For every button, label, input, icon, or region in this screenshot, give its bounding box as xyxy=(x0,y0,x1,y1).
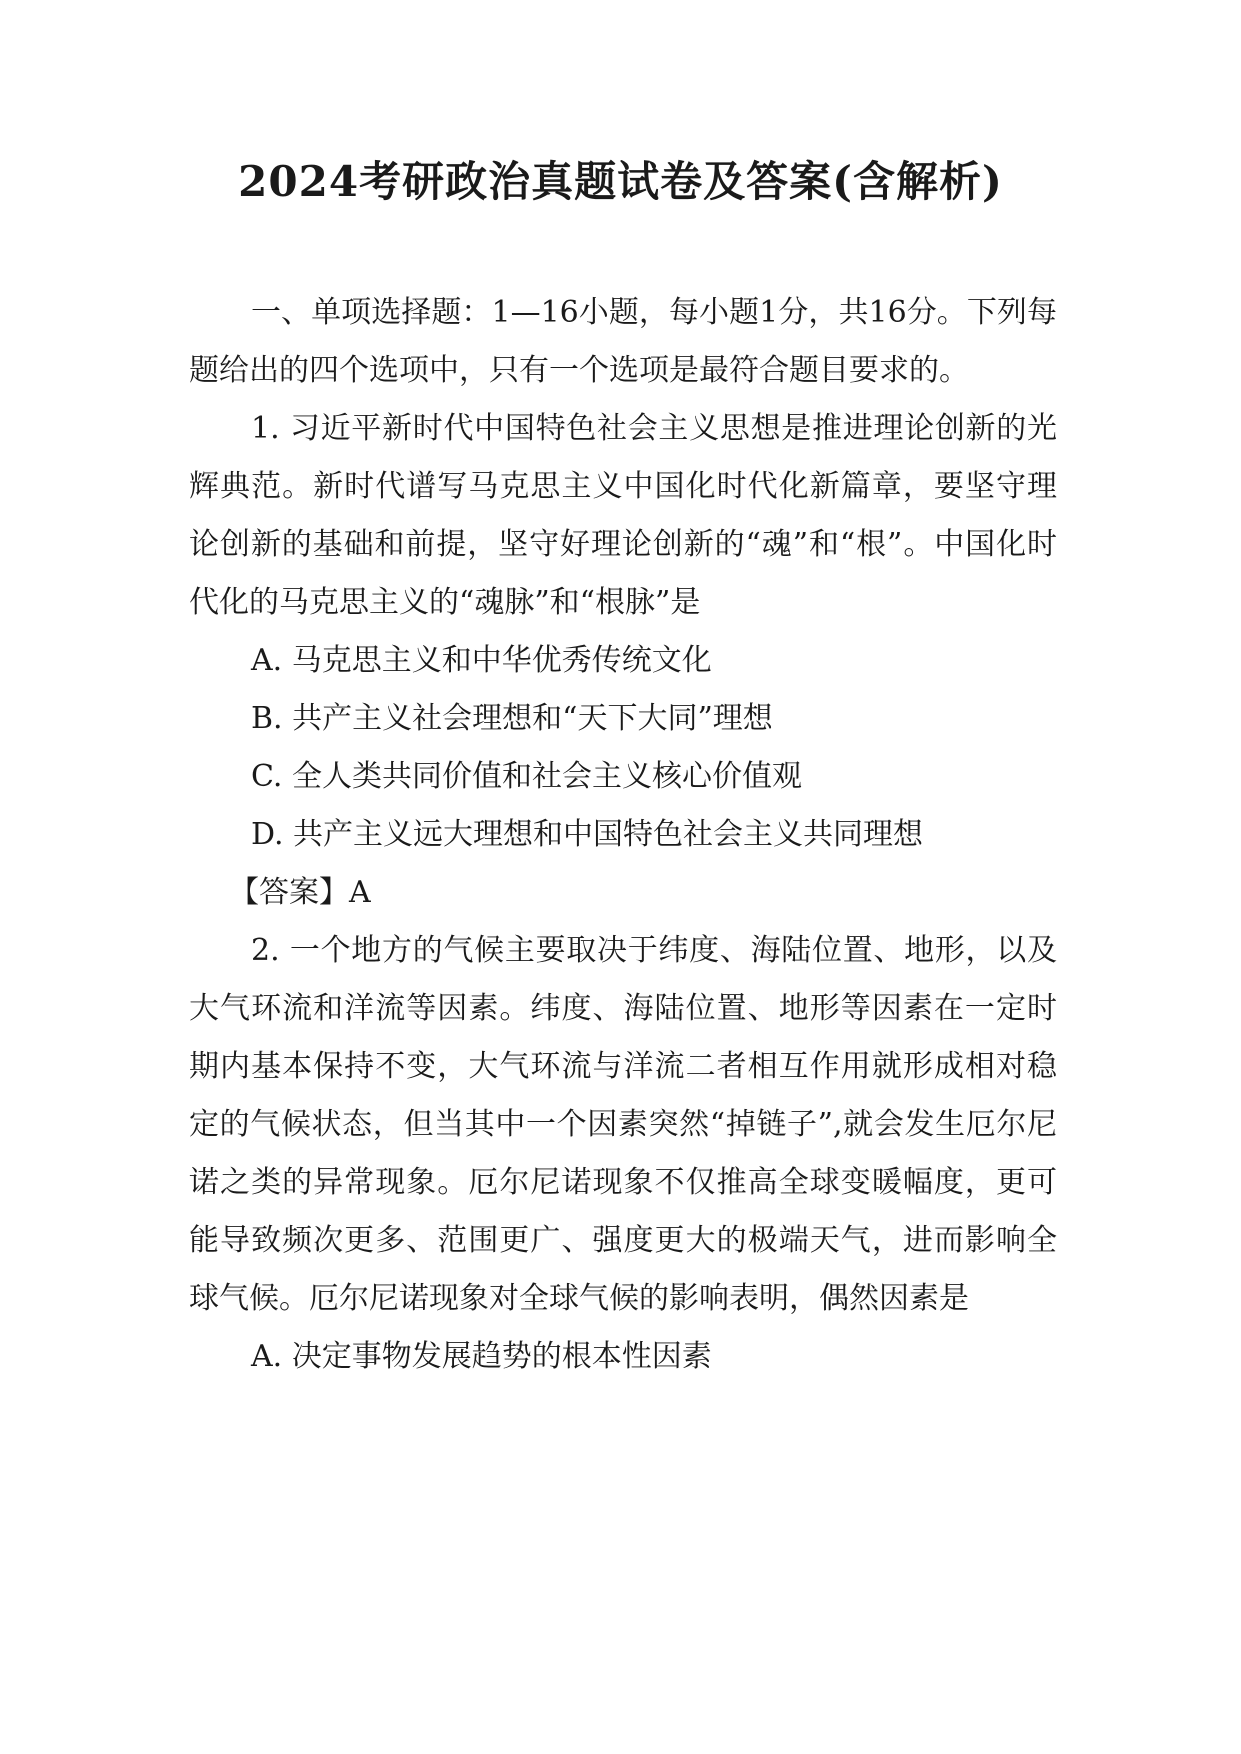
question-stem: 2. 一个地方的气候主要取决于纬度、海陆位置、地形，以及大气环流和洋流等因素。纬度、海陆位置、地形等因素在一定时期内基本保持不变，大气环流与洋流二者相互作用就形成相对稳定的气候状态，但当其中一个因素突然“掉链子”,就会发生厄尔尼诺之类的异常现象。厄尔尼诺现象不仅推高全球变暖幅度，更可能导致频次更多、范围更广、强度更大的极端天气，进而影响全球气候。厄尔尼诺现象对全球气候的影响表明，偶然因素是 xyxy=(189,933,1057,1316)
option-c: C. 全人类共同价值和社会主义核心价值观 xyxy=(251,759,802,794)
document-body xyxy=(189,284,1057,1386)
option-d: D. 共产主义远大理想和中国特色社会主义共同理想 xyxy=(251,817,924,852)
option-a: A. 马克思主义和中华优秀传统文化 xyxy=(251,643,712,678)
question-1 xyxy=(189,400,1057,922)
document-title: 2024考研政治真题试卷及答案(含解析) xyxy=(238,157,1003,206)
question-2 xyxy=(189,922,1057,1386)
section-intro: 一、单项选择题：1—16小题，每小题1分，共16分。下列每题给出的四个选项中，只有一个选项是最符合题目要求的。 xyxy=(189,295,1057,388)
answer-label: 【答案】A xyxy=(229,875,371,910)
option-a: A. 决定事物发展趋势的根本性因素 xyxy=(251,1339,712,1374)
question-stem: 1. 习近平新时代中国特色社会主义思想是推进理论创新的光辉典范。新时代谱写马克思主义中国化时代化新篇章，要坚守理论创新的基础和前提，坚守好理论创新的“魂”和“根”。中国化时代化的马克思主义的“魂脉”和“根脉”是 xyxy=(189,411,1057,620)
option-b: B. 共产主义社会理想和“天下大同”理想 xyxy=(251,701,773,736)
